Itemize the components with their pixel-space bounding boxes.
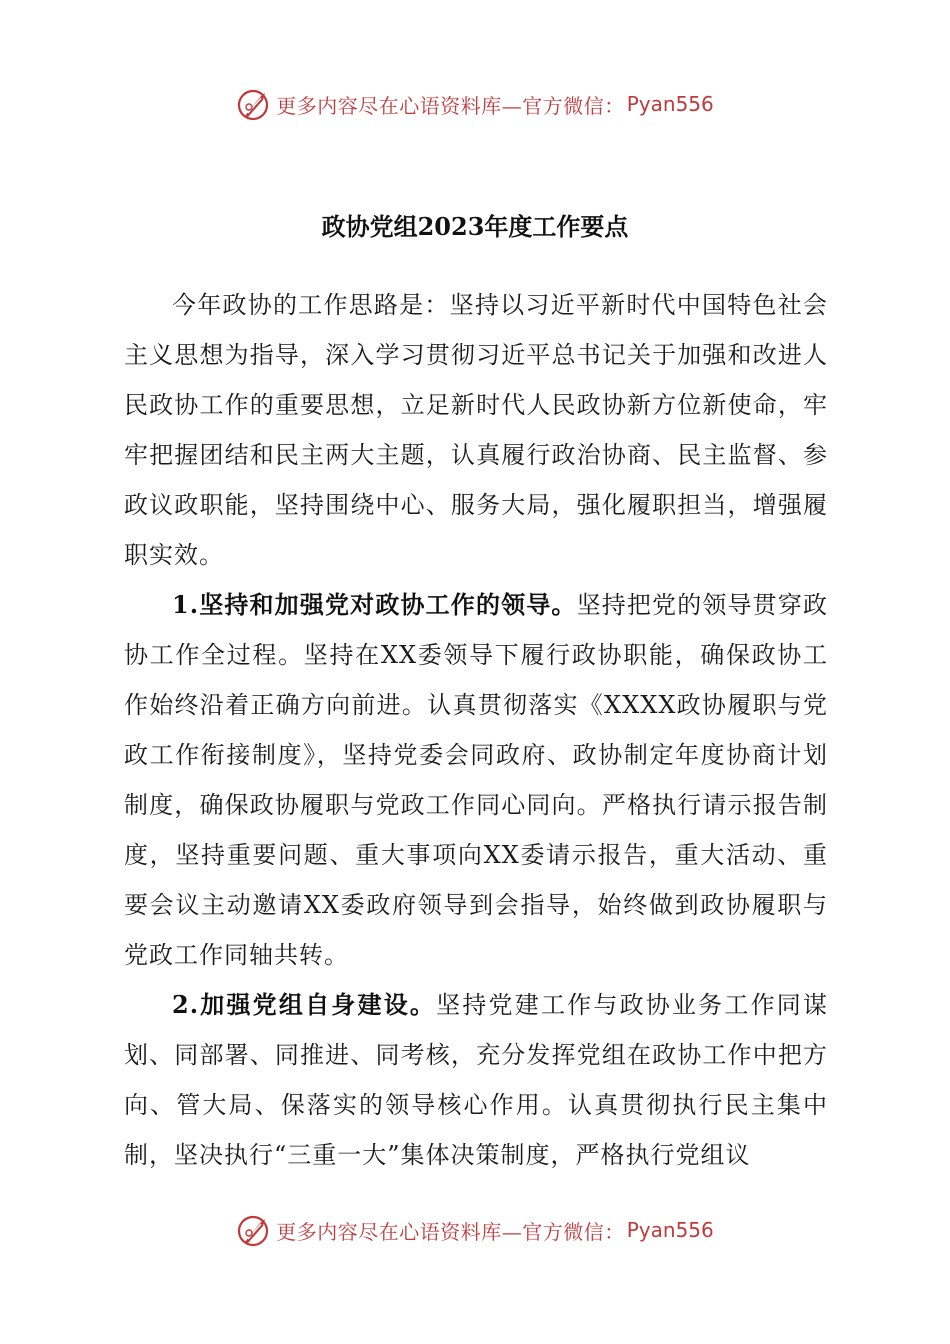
pen-nib-circle-icon (236, 1212, 272, 1248)
paragraph-item-1 (124, 580, 828, 980)
wechat-id: Pyan556 (626, 92, 714, 116)
promo-text: 更多内容尽在心语资料库—官方微信： (276, 93, 625, 118)
footer-banner (0, 1210, 950, 1250)
paragraph-text: 坚持把党的领导贯穿政协工作全过程。坚持在XX委领导下履行政协职能，确保政协工作始终沿着正确方向前进。认真贯彻落实《XXXX政协履职与党政工作衔接制度》，坚持党委会同政府、政协制定年度协商计划制度，确保政协履职与党政工作同心同向。严格执行请示报告制度，坚持重要问题、重大事项向XX委请示报告，重大活动、重要会议主动邀请XX委政府领导到会指导，始终做到政协履职与党政工作同轴共转。 (124, 591, 828, 969)
paragraph-text: 今年政协的工作思路是：坚持以习近平新时代中国特色社会主义思想为指导，深入学习贯彻习近平总书记关于加强和改进人民政协工作的重要思想，立足新时代人民政协新方位新使命，牢牢把握团结和民主两大主题，认真履行政治协商、民主监督、参政议政职能，坚持围绕中心、服务大局，强化履职担当，增强履职实效。 (124, 291, 828, 569)
paragraph-item-2 (124, 980, 828, 1180)
wechat-id: Pyan556 (626, 1218, 714, 1242)
header-banner (0, 84, 950, 124)
paragraph-intro (124, 280, 828, 580)
document-title: 政协党组2023年度工作要点 (321, 212, 629, 241)
paragraph-heading: 2.加强党组自身建设。 (172, 990, 437, 1019)
promo-text: 更多内容尽在心语资料库—官方微信： (276, 1219, 625, 1244)
paragraph-heading: 1.坚持和加强党对政协工作的领导。 (172, 590, 577, 619)
pen-nib-circle-icon (236, 86, 272, 122)
paragraph-text: 坚持党建工作与政协业务工作同谋划、同部署、同推进、同考核，充分发挥党组在政协工作中把方向、管大局、保落实的领导核心作用。认真贯彻执行民主集中制，坚决执行“三重一大”集体决策制度，严格执行党组议 (124, 991, 829, 1169)
document-body (124, 280, 828, 1180)
